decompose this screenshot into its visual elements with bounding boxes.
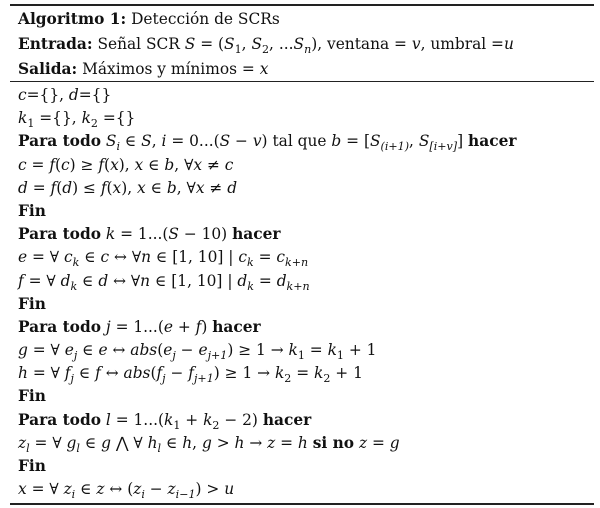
input-line: Entrada: Señal SCR $S = (S_1$, $S_2$, $...S_n$), ventana = v, umbral =u [18, 35, 514, 56]
algo-line-16: $z_l$ = ∀ $g_l$ ∈ g ⋀ ∀ $h_l$ ∈ h, g > h → z = h si no z = g [18, 433, 400, 455]
input-threshold: , umbral = [420, 35, 504, 53]
title-label: Algoritmo 1: [18, 10, 127, 28]
algo-line-18: x = ∀ $z_i$ ∈ z ↔ $(z_i - z_{i-1}) > u$ [18, 480, 235, 502]
algo-line-6: Fin [18, 201, 46, 220]
input-text: Señal SCR [97, 35, 185, 53]
algo-line-11: Para todo j = 1...(e + f) hacer [18, 317, 261, 336]
input-window: , ventana = [317, 35, 412, 53]
algo-line-15: Para todo $l = 1...(k_1 + k_2 - 2)$ hacer [18, 410, 312, 432]
algo-line-3: Para todo $S_i$ ∈ S, i = 0...(S − v) tal que $b = [S_{(i+1)}$, $S_{[i+v]}$] hacer [18, 132, 517, 154]
algo-line-17: Fin [18, 457, 46, 475]
algo-line-4: c = f(c) ≥ f(x), x ∈ b, ∀x ≠ c [18, 155, 234, 174]
algo-line-10: Fin [18, 294, 46, 313]
algorithm-box [10, 4, 594, 505]
algo-line-14: Fin [18, 387, 46, 406]
algo-line-13: h = ∀ $f_j$ ∈ f ↔ $abs(f_j - f_{j+1}) \ge 1 \to k_2 = k_2 + 1$ [18, 364, 363, 386]
algo-line-7: Para todo k = 1...(S − 10) hacer [18, 225, 281, 244]
algo-line-12: g = ∀ $e_j$ ∈ e ↔ $abs(e_j - e_{j+1}) \ge 1 \to k_1 = k_1 + 1$ [18, 341, 377, 362]
title-text: Detección de SCRs [131, 10, 280, 28]
algo-line-1: c={}, d={} [18, 86, 112, 104]
algo-line-5: d = f(d) ≤ f(x), x ∈ b, ∀x ≠ d [18, 178, 238, 197]
algorithm-title [10, 6, 594, 31]
input-label: Entrada: [18, 35, 93, 53]
algo-line-8: e = ∀ $c_k$ ∈ c ↔ ∀n ∈ [1, 10] | $c_k = c_{k+n}$ [18, 248, 309, 270]
output-label: Salida: [18, 60, 78, 78]
output-line: Salida: Máximos y mínimos = x [18, 60, 269, 78]
algo-line-9: f = ∀ $d_k$ ∈ d ↔ ∀n ∈ [1, 10] | $d_k = d_{k+n}$ [18, 271, 310, 293]
output-text: Máximos y mínimos = [82, 60, 260, 78]
algorithm-body [10, 82, 594, 503]
algo-line-2: $k_1$ ={}, $k_2$ ={} [18, 109, 136, 131]
